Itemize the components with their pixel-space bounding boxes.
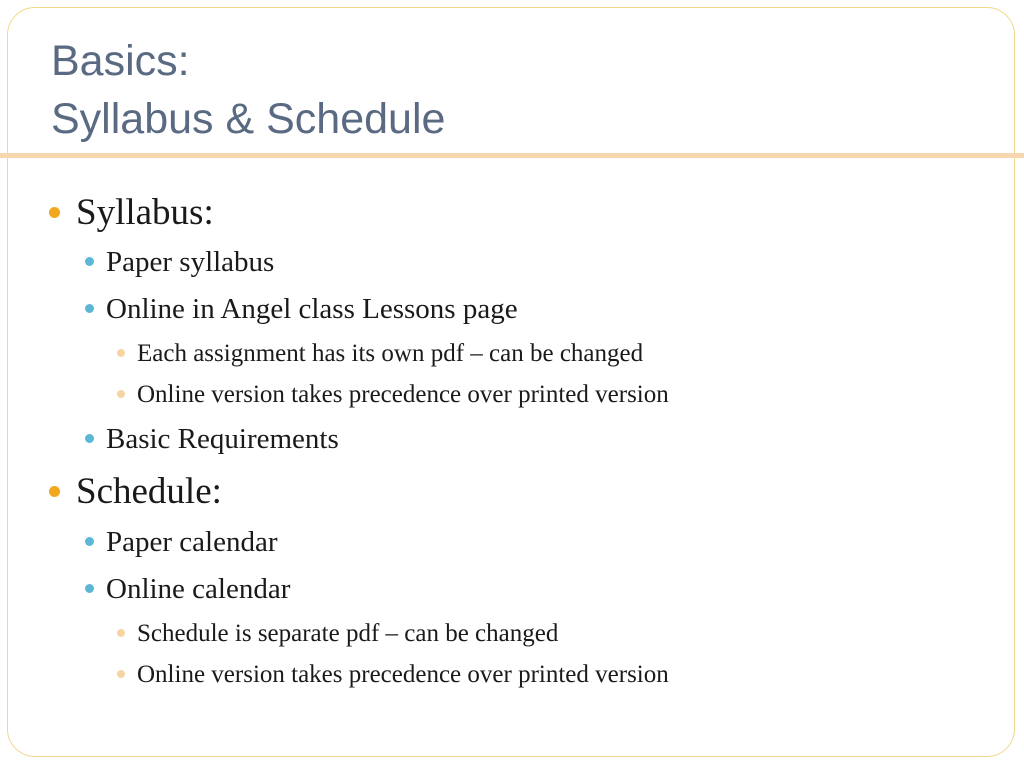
bullet-text: Paper calendar (106, 526, 278, 558)
bullet-dot-icon (85, 434, 94, 443)
bullet-dot-icon (85, 257, 94, 266)
bullet-assignment-pdf (137, 340, 643, 368)
bullet-syllabus (76, 193, 214, 233)
bullet-text: Basic Requirements (106, 423, 339, 455)
bullet-dot-icon (117, 390, 125, 398)
bullet-online-syllabus (106, 293, 518, 325)
bullet-online-precedence-2 (137, 661, 669, 689)
bullet-text: Paper syllabus (106, 246, 275, 278)
bullet-dot-icon (49, 486, 60, 497)
bullet-schedule (76, 472, 222, 512)
bullet-text: Online version takes precedence over printed version (137, 381, 669, 408)
bullet-dot-icon (117, 629, 125, 637)
title-line-1: Basics: (51, 37, 190, 85)
bullet-dot-icon (117, 670, 125, 678)
bullet-dot-icon (85, 584, 94, 593)
bullet-basic-requirements (106, 423, 339, 455)
title-line-2: Syllabus & Schedule (51, 95, 446, 143)
bullet-text: Online version takes precedence over printed version (137, 661, 669, 688)
bullet-online-calendar (106, 573, 290, 605)
bullet-dot-icon (117, 349, 125, 357)
bullet-text: Schedule: (76, 471, 222, 512)
bullet-text: Each assignment has its own pdf – can be changed (137, 340, 644, 367)
bullet-dot-icon (85, 537, 94, 546)
bullet-text: Online in Angel class Lessons page (106, 293, 518, 325)
bullet-dot-icon (85, 304, 94, 313)
bullet-paper-syllabus (106, 246, 274, 278)
bullet-schedule-pdf (137, 620, 558, 648)
bullet-dot-icon (49, 207, 60, 218)
bullet-text: Schedule is separate pdf – can be changed (137, 620, 559, 647)
bullet-text: Online calendar (106, 573, 291, 605)
bullet-online-precedence-1 (137, 381, 669, 409)
bullet-paper-calendar (106, 526, 277, 558)
bullet-text: Syllabus: (76, 192, 214, 233)
